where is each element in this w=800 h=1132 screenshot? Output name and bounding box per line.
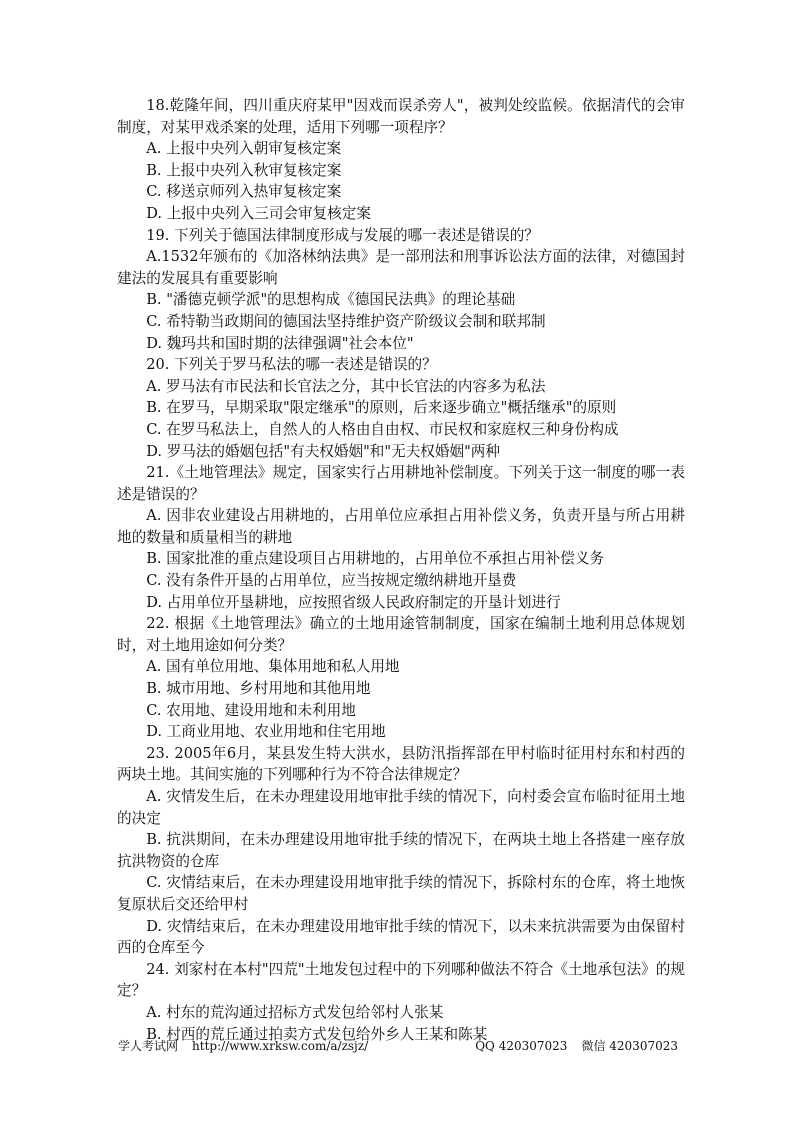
question-stem: 19. 下列关于德国法律制度形成与发展的哪一表述是错误的？ (146, 226, 539, 244)
question-option: B. 在罗马，早期采取"限定继承"的原则，后来逐步确立"概括继承"的原则 (146, 399, 617, 417)
question-option: B. 上报中央列入秋审复核定案 (146, 161, 342, 179)
question-option: C. 农用地、建设用地和未利用地 (146, 701, 356, 719)
question-option: D. 上报中央列入三司会审复核定案 (146, 204, 371, 222)
question-option: A.1532年颁布的《加洛林纳法典》是一部刑法和刑事诉讼法方面的法律，对德国封建法的发展具有重要影响 (117, 248, 685, 287)
footer-right (475, 1037, 678, 1055)
question-stem: 21.《土地管理法》规定，国家实行占用耕地补偿制度。下列关于这一制度的哪一表述是错误的？ (117, 464, 685, 503)
question-stem: 22. 根据《土地管理法》确立的土地用途管制制度，国家在编制土地利用总体规划时，对土地用途如何分类？ (117, 615, 685, 654)
footer-site-name: 学人考试网 (118, 1039, 179, 1053)
question-option: B. 城市用地、乡村用地和其他用地 (146, 680, 371, 698)
page-footer (118, 1037, 678, 1055)
question-option: D. 占用单位开垦耕地，应按照省级人民政府制定的开垦计划进行 (146, 593, 561, 611)
question-option: D. 罗马法的婚姻包括"有夫权婚姻"和"无夫权婚姻"两种 (146, 442, 500, 460)
question-option: B. 村西的荒丘通过拍卖方式发包给外乡人王某和陈某 (146, 1025, 488, 1043)
question-option: B. 国家批准的重点建设项目占用耕地的，占用单位不承担占用补偿义务 (146, 550, 605, 568)
question-option: A. 上报中央列入朝审复核定案 (146, 140, 342, 158)
question-option: C. 在罗马私法上，自然人的人格由自由权、市民权和家庭权三种身份构成 (146, 420, 619, 438)
question-stem: 24. 刘家村在本村"四荒"土地发包过程中的下列哪种做法不符合《土地承包法》的规定？ (117, 960, 685, 1000)
question-option: A. 村东的荒沟通过招标方式发包给邻村人张某 (146, 1003, 444, 1021)
question-option: B. "潘德克顿学派"的思想构成《德国民法典》的理论基础 (146, 291, 516, 309)
footer-wechat-number: 420307023 (609, 1039, 678, 1053)
question-option: B. 抗洪期间，在未办理建设用地审批手续的情况下，在两块土地上各搭建一座存放抗洪物资的仓库 (117, 831, 685, 870)
question-list (117, 95, 685, 1045)
question-stem: 20. 下列关于罗马私法的哪一表述是错误的？ (146, 356, 437, 374)
question-option: A. 灾情发生后，在未办理建设用地审批手续的情况下，向村委会宣布临时征用土地的决定 (117, 788, 685, 827)
question-stem: 23. 2005年6月，某县发生特大洪水，县防汛指挥部在甲村临时征用村东和村西的两块土地。其间实施的下列哪种行为不符合法律规定？ (117, 744, 685, 784)
question-option: C. 灾情结束后，在未办理建设用地审批手续的情况下，拆除村东的仓库，将土地恢复原状后交还给甲村 (117, 874, 685, 913)
footer-qq-number: 420307023 (498, 1039, 568, 1053)
question-option: C. 移送京师列入热审复核定案 (146, 183, 342, 201)
question-option: C. 希特勒当政期间的德国法坚持维护资产阶级议会制和联邦制 (146, 312, 546, 330)
question-option: A. 因非农业建设占用耕地的，占用单位应承担占用补偿义务，负责开垦与所占用耕地的数量和质量相当的耕地 (117, 507, 685, 546)
question-option: D. 魏玛共和国时期的法律强调"社会本位" (146, 334, 414, 352)
footer-url[interactable]: http://www.xrksw.com/a/zsjz/ (192, 1039, 369, 1053)
question-option: A. 国有单位用地、集体用地和私人用地 (146, 658, 400, 676)
footer-qq-label: QQ (475, 1039, 495, 1053)
question-option: A. 罗马法有市民法和长官法之分，其中长官法的内容多为私法 (146, 377, 546, 395)
question-option: D. 工商业用地、农业用地和住宅用地 (146, 723, 386, 741)
question-option: D. 灾情结束后，在未办理建设用地审批手续的情况下，以未来抗洪需要为由保留村西的仓库至今 (117, 917, 685, 957)
question-option: C. 没有条件开垦的占用单位，应当按规定缴纳耕地开垦费 (146, 572, 517, 590)
question-stem: 18.乾隆年间，四川重庆府某甲"因戏而误杀旁人"，被判处绞监候。依据清代的会审制度，对某甲戏杀案的处理，适用下列哪一项程序？ (117, 97, 685, 136)
footer-left (118, 1037, 368, 1055)
footer-wechat-label: 微信 (581, 1039, 606, 1053)
